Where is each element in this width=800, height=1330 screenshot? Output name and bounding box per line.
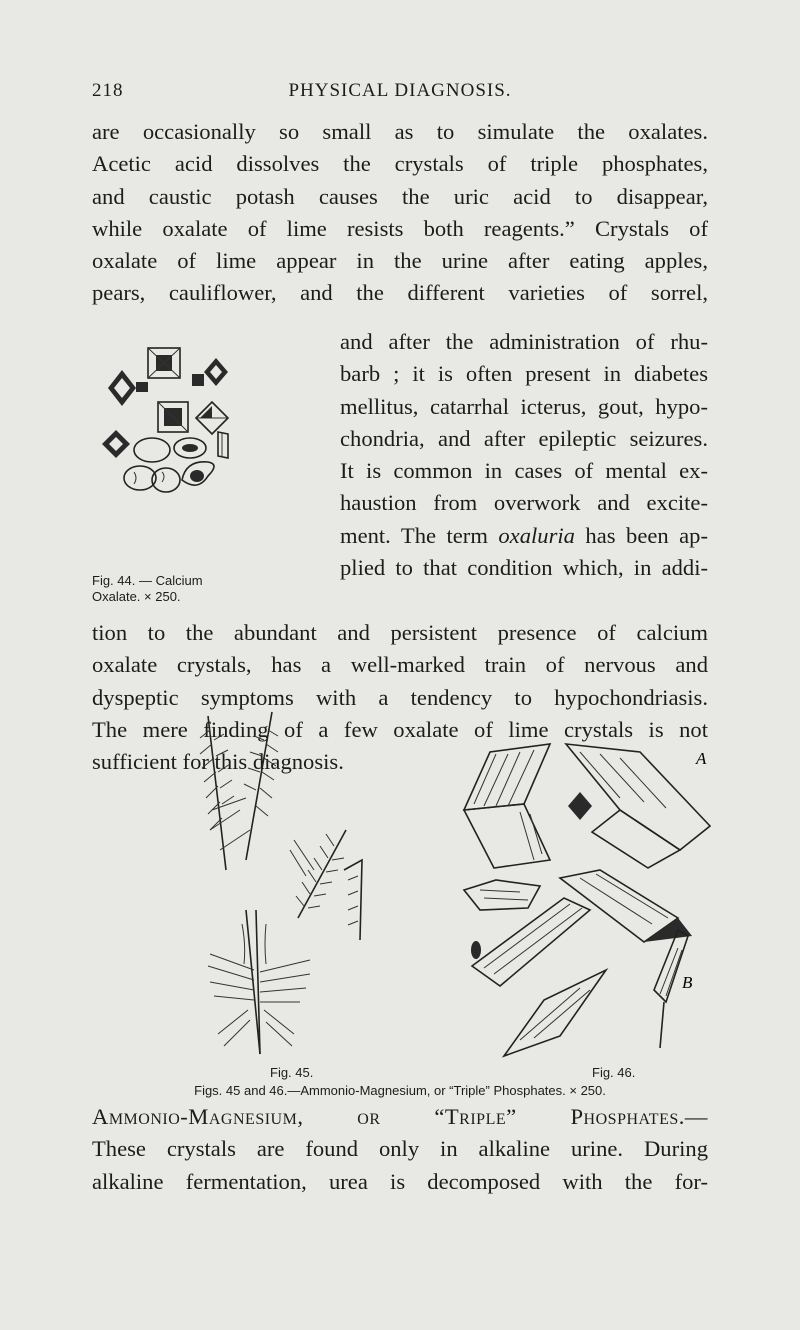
text-fragment: has been ap-	[574, 522, 708, 548]
label-b: B	[682, 973, 693, 992]
text-line: are occasionally so small as to simulate the oxalates.	[92, 119, 708, 144]
text-line: It is common in cases of mental ex-	[340, 458, 708, 484]
text-line: and caustic potash causes the uric acid to disappear,	[92, 183, 708, 209]
text-line: Acetic acid dissolves the crystals of triple phosphates,	[92, 151, 708, 177]
paragraph-triple-phosphates	[92, 1101, 708, 1198]
cube-crystal-top	[148, 348, 180, 378]
text-line: oxalate of lime appear in the urine after eating apples,	[92, 248, 708, 274]
text-line: barb ; it is often present in diabetes	[340, 361, 708, 387]
dumbbell-crystal	[124, 466, 180, 492]
fig46-prismatic-crystals-illustration	[460, 740, 720, 1060]
prism-crystal-right	[566, 744, 710, 868]
feathery-crystal-top	[200, 712, 278, 870]
text-line-oxaluria	[340, 520, 708, 552]
term-oxaluria: oxaluria	[498, 522, 575, 548]
text-line: These crystals are found only in alkaline urine. During	[92, 1136, 708, 1162]
fig44-caption	[92, 573, 332, 605]
section-heading: Ammonio-Magnesium, or “Triple” Phosphates.—	[92, 1104, 708, 1129]
prism-crystal-bottom-middle	[504, 970, 606, 1056]
prism-crystal-large	[464, 744, 550, 868]
figs-45-46-caption: Figs. 45 and 46.—Ammonio-Magnesium, or “Triple” Phosphates. × 250.	[194, 1083, 606, 1098]
text-fragment: ment. The term	[340, 522, 499, 548]
fig46-label: Fig. 46.	[592, 1065, 636, 1080]
text-line: tion to the abundant and persistent presence of calcium	[92, 620, 708, 645]
wrapped-text	[340, 326, 708, 584]
text-line: dyspeptic symptoms with a tendency to hypochondriasis.	[92, 684, 708, 710]
text-line: sufficient for this diagnosis.	[92, 749, 344, 775]
fig45-feathery-crystals-illustration	[190, 710, 390, 1060]
oval-crystal	[182, 462, 214, 485]
feathery-crystal-bottom	[208, 910, 310, 1054]
prism-crystal-bottom-left	[471, 898, 590, 986]
paragraph-1	[92, 116, 708, 310]
text-line: oxalate crystals, has a well-marked train of nervous and	[92, 652, 708, 678]
running-title: PHYSICAL DIAGNOSIS.	[288, 80, 512, 101]
small-crystal	[192, 374, 204, 386]
label-a: A	[696, 749, 707, 768]
envelope-crystal	[102, 430, 130, 458]
text-line: haustion from overwork and excite-	[340, 490, 708, 516]
text-line: alkaline fermentation, urea is decomposed with the for-	[92, 1168, 708, 1194]
envelope-crystal	[204, 358, 228, 386]
text-line: while oxalate of lime resists both reagents.” Crystals of	[92, 215, 708, 241]
page-number: 218	[92, 80, 124, 101]
text-line: and after the administration of rhu-	[340, 329, 708, 354]
fig45-label: Fig. 45.	[270, 1065, 314, 1080]
text-line: The mere finding of a few oxalate of lime crystals is not	[92, 716, 708, 742]
prism-crystal-small	[464, 880, 540, 910]
figure-labels	[92, 1065, 708, 1085]
fig44-caption-line: Fig. 44. — Calcium	[92, 573, 203, 588]
octahedron-crystal	[196, 402, 228, 434]
text-line: chondria, and after epileptic seizures.	[340, 425, 708, 451]
envelope-crystal	[108, 370, 136, 406]
fig44-caption-line: Oxalate. × 250.	[92, 589, 181, 604]
fig44-calcium-oxalate-illustration	[100, 340, 332, 590]
feathery-crystal-middle	[290, 830, 362, 940]
running-head	[92, 80, 708, 106]
cube-crystal-middle	[158, 402, 188, 432]
small-crystal	[136, 382, 148, 392]
text-line: mellitus, catarrhal icterus, gout, hypo-	[340, 393, 708, 419]
text-line: plied to that condition which, in addi-	[340, 555, 708, 581]
prism-crystal	[218, 432, 228, 458]
dumbbell-crystal	[134, 438, 206, 462]
text-line: pears, cauliflower, and the different varieties of sorrel,	[92, 280, 708, 306]
